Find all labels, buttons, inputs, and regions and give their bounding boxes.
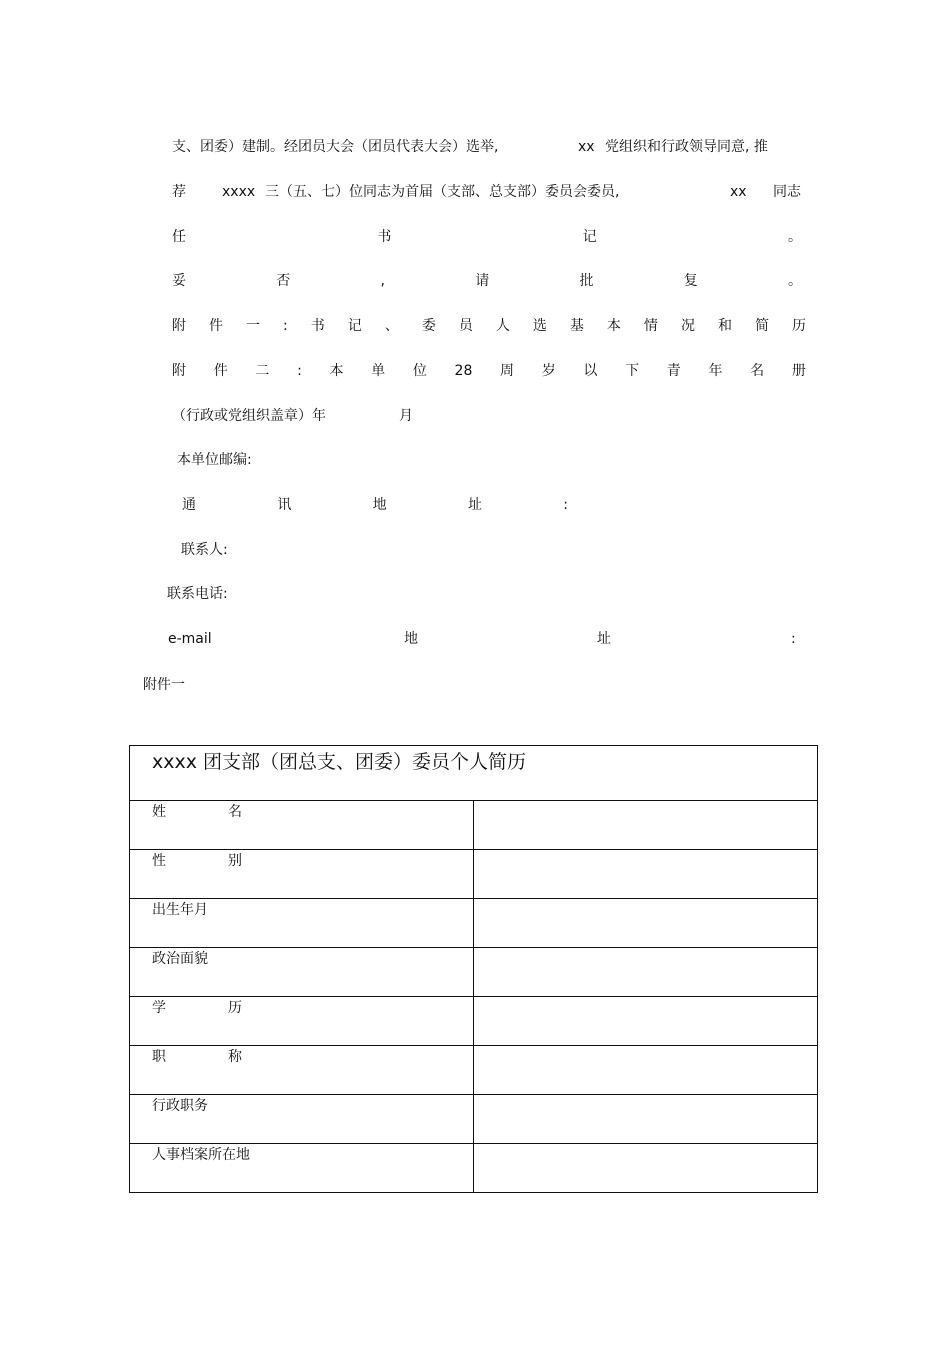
paragraph-line-3 <box>172 227 802 247</box>
text-char: 讯 <box>277 497 292 513</box>
table-row <box>130 801 818 850</box>
row-value-name[interactable] <box>474 801 818 850</box>
row-label-education <box>130 997 474 1046</box>
text-segment: 同志 <box>773 184 801 200</box>
text-char: 青 <box>666 363 681 379</box>
text-char: 选 <box>532 318 547 334</box>
text-segment: 支、团委）建制。经团员大会（团员代表大会）选举, <box>172 139 499 155</box>
row-value-admin-post[interactable] <box>474 1095 818 1144</box>
text-char: 委 <box>421 318 436 334</box>
text-char: 附 <box>172 318 186 334</box>
attachment-1-line <box>172 316 806 336</box>
text-char: 书 <box>377 229 392 245</box>
text-char: 地 <box>404 631 418 647</box>
text-char: 任 <box>172 229 186 245</box>
label-part: 姓 <box>152 804 166 820</box>
text-char: 、 <box>384 318 399 334</box>
label-part: 职 <box>152 1049 166 1065</box>
text-char: : <box>563 497 568 513</box>
text-segment: 月 <box>399 408 413 424</box>
table-row <box>130 899 818 948</box>
text-char: 件 <box>213 363 228 379</box>
text-char: 一 <box>246 318 261 334</box>
table-row <box>130 850 818 899</box>
address-line <box>182 495 568 515</box>
phone-label: 联系电话: <box>167 586 228 602</box>
text-char: : <box>297 363 302 379</box>
label-part: 别 <box>228 853 242 869</box>
text-segment: e-mail <box>168 631 212 647</box>
text-char: 批 <box>579 273 594 289</box>
text-char: 本 <box>606 318 621 334</box>
row-label-archive-location <box>130 1144 474 1193</box>
label-part: 历 <box>228 1000 242 1016</box>
email-line <box>168 629 798 649</box>
row-label-name <box>130 801 474 850</box>
text-char: 册 <box>791 363 806 379</box>
text-char: 。 <box>787 273 802 289</box>
label-part: 性 <box>152 853 166 869</box>
label-text: 人事档案所在地 <box>152 1147 250 1163</box>
text-char: 简 <box>754 318 769 334</box>
label-text: 政治面貌 <box>152 951 208 967</box>
paragraph-line-4 <box>172 271 802 291</box>
text-char: 通 <box>182 497 196 513</box>
table-row <box>130 1144 818 1193</box>
table-row <box>130 1095 818 1144</box>
table-row <box>130 948 818 997</box>
text-char: 记 <box>582 229 597 245</box>
text-segment: 荐 <box>172 184 186 200</box>
table-title: xxxx 团支部（团总支、团委）委员个人简历 <box>130 746 818 801</box>
row-label-birth <box>130 899 474 948</box>
text-segment: 三（五、七）位同志为首届（支部、总支部）委员会委员, <box>265 184 620 200</box>
table-row <box>130 997 818 1046</box>
text-char: 单 <box>371 363 386 379</box>
label-text: 出生年月 <box>152 902 208 918</box>
attachment-heading: 附件一 <box>143 677 185 693</box>
row-label-gender <box>130 850 474 899</box>
row-value-title[interactable] <box>474 1046 818 1095</box>
text-char: 年 <box>708 363 723 379</box>
text-char: 件 <box>209 318 224 334</box>
text-char: 人 <box>495 318 510 334</box>
row-label-title <box>130 1046 474 1095</box>
text-segment: xx <box>578 139 595 155</box>
text-char: 请 <box>475 273 490 289</box>
label-text: 行政职务 <box>152 1098 208 1114</box>
label-part: 名 <box>228 804 242 820</box>
text-char: : <box>283 318 288 334</box>
text-char: : <box>791 631 796 647</box>
row-value-political-status[interactable] <box>474 948 818 997</box>
text-char: 附 <box>172 363 186 379</box>
row-label-admin-post <box>130 1095 474 1144</box>
row-value-archive-location[interactable] <box>474 1144 818 1193</box>
text-char: 复 <box>683 273 698 289</box>
text-char: 名 <box>750 363 765 379</box>
text-char: 员 <box>458 318 473 334</box>
text-char: 址 <box>467 497 482 513</box>
text-segment: （行政或党组织盖章）年 <box>172 408 326 424</box>
text-segment: xx <box>730 184 747 200</box>
text-char: 本 <box>329 363 344 379</box>
text-char: 历 <box>791 318 806 334</box>
text-char: 以 <box>583 363 598 379</box>
label-part: 学 <box>152 1000 166 1016</box>
text-char: 书 <box>310 318 325 334</box>
text-char: 下 <box>625 363 640 379</box>
text-char: 和 <box>717 318 732 334</box>
paragraph-line-2 <box>172 182 804 202</box>
row-label-political-status <box>130 948 474 997</box>
text-char: 地 <box>372 497 387 513</box>
contact-label: 联系人: <box>181 542 228 558</box>
text-char: 妥 <box>172 273 186 289</box>
text-char: 周 <box>500 363 515 379</box>
text-char: 记 <box>347 318 362 334</box>
seal-line <box>172 406 472 426</box>
resume-table <box>129 745 818 1193</box>
text-char: 基 <box>569 318 584 334</box>
table-title-row <box>130 746 818 801</box>
text-char: 况 <box>680 318 695 334</box>
row-value-gender[interactable] <box>474 850 818 899</box>
text-char: 二 <box>255 363 270 379</box>
text-char: 岁 <box>541 363 556 379</box>
postcode-label: 本单位邮编: <box>177 452 252 468</box>
table-row <box>130 1046 818 1095</box>
text-char: 否 <box>276 273 291 289</box>
text-char: , <box>380 273 385 289</box>
text-char: 28 <box>454 363 473 379</box>
text-char: 。 <box>787 229 802 245</box>
row-value-education[interactable] <box>474 997 818 1046</box>
text-char: 址 <box>597 631 611 647</box>
row-value-birth[interactable] <box>474 899 818 948</box>
text-segment: 党组织和行政领导同意, 推 <box>605 139 768 155</box>
text-char: 情 <box>643 318 658 334</box>
text-char: 位 <box>412 363 427 379</box>
paragraph-line-1 <box>172 137 784 157</box>
label-part: 称 <box>228 1049 242 1065</box>
attachment-2-line <box>172 361 806 381</box>
text-segment: xxxx <box>222 184 256 200</box>
